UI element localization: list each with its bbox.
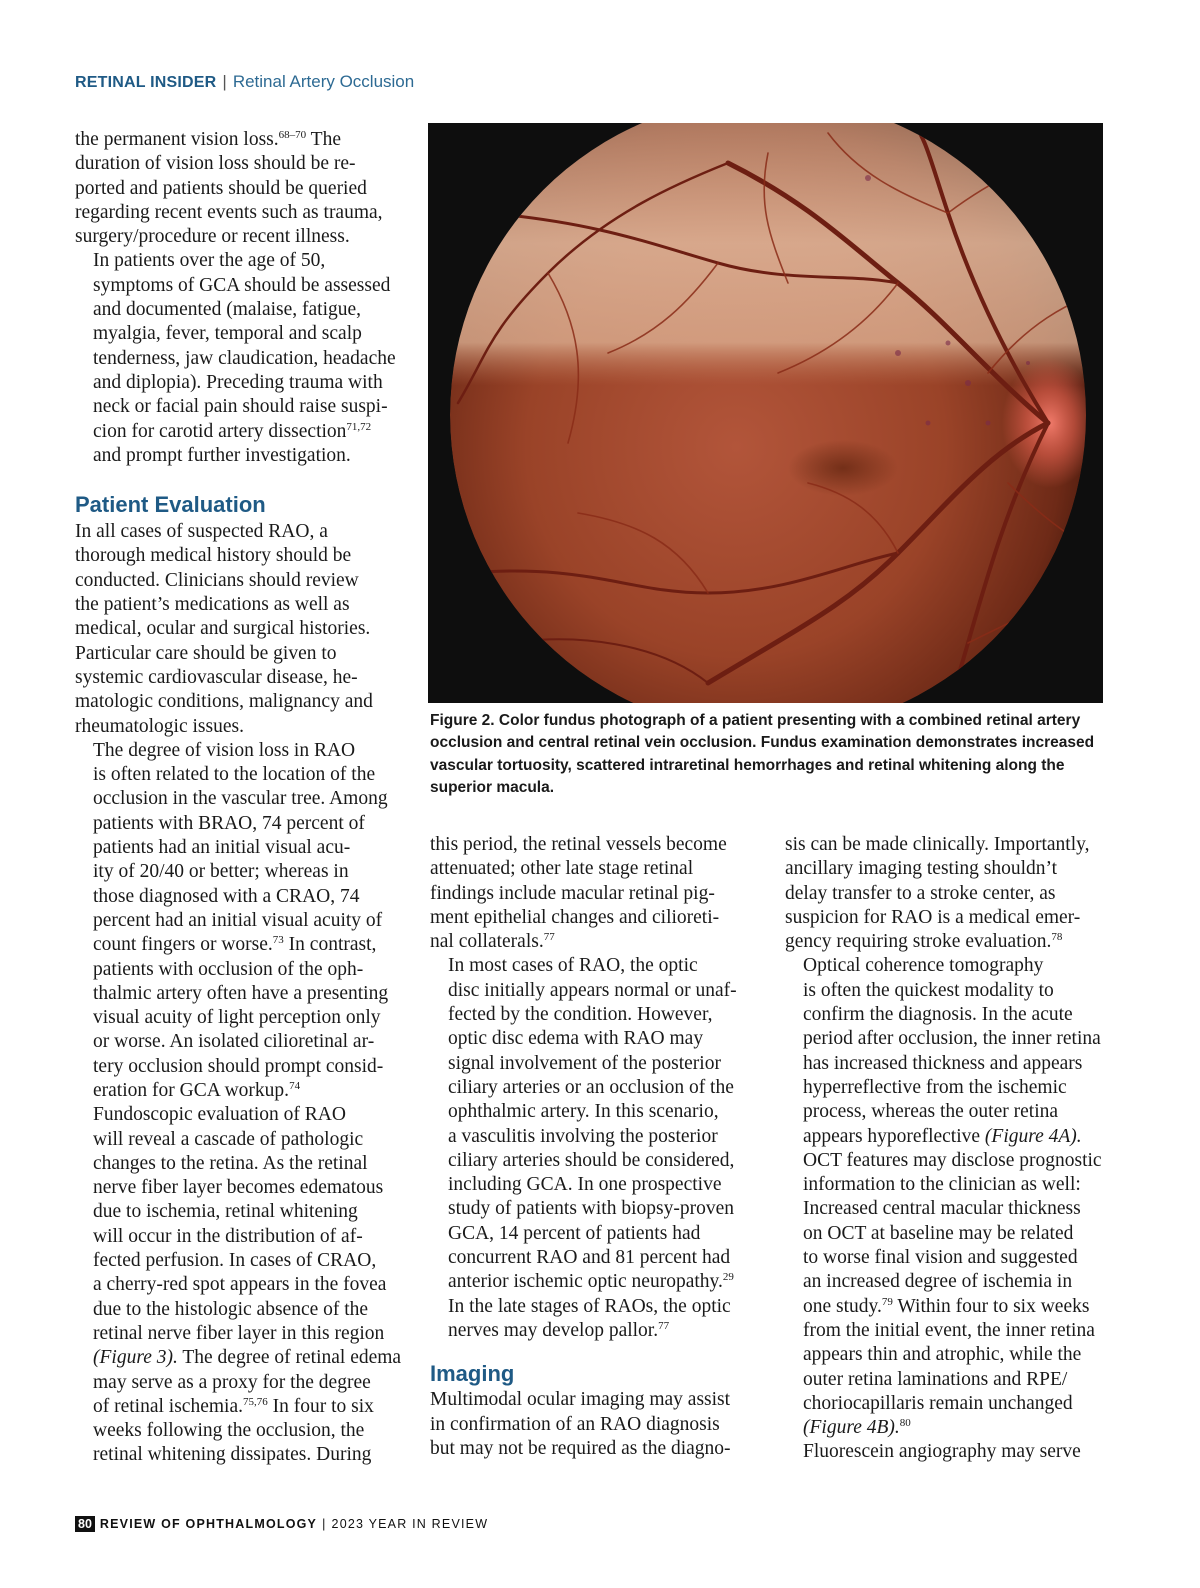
paragraph: Fluorescein angiography may serve (803, 1441, 1081, 1463)
citation: 68–70 (278, 129, 307, 141)
subheading-imaging: Imaging (430, 1361, 515, 1387)
paragraph: Multimodal ocular imaging may assist in confirmation of an RAO diagnosis but may not be required as the diagno- (430, 1389, 731, 1459)
paragraph: Optical coherence tomography is often the quickest modality to confirm the diagnosis. In the acute period after occlusion, the inner retina has increased thickness and appears hyperreflective from the ischemic process, whereas the outer retina appears hyporeflective (Figure 4A). OCT features may disclose prognostic information to the clinician as well: Increased central macular thickness on OCT at baseline may be related to worse final vision and suggested an increased degree of ischemia in one study.$^{79}$ Within four to six weeks from the initial event, the inner retina appears thin and atrophic, while the outer retina laminations and RPE/ choriocapillaris remain unchanged (Figure 4B).$^{80}$ (803, 955, 1102, 1439)
citation: 75,76 (242, 1395, 268, 1408)
paragraph: Fundoscopic evaluation of RAO will reveal a cascade of pathologic changes to the retina. As the retinal nerve fiber layer becomes edematous due to ischemia, retinal whitening will occur in the distribution of af- fected perfusion. In cases of CRAO, a cherry-red spot appears in the fovea due to the histologic absence of the retinal nerve fiber layer in this region (Figure 3). The degree of retinal edema may serve as a proxy for the degree of retinal ischemia.$^{75,76}$ In four to six weeks following the occlusion, the retinal whitening dissipates. During (93, 1104, 402, 1466)
article-topic: Retinal Artery Occlusion (232, 72, 415, 91)
fundus-photograph (428, 123, 1103, 703)
citation: 78 (1051, 931, 1063, 944)
citation: 29 (722, 1271, 734, 1284)
citation: 73 (272, 934, 284, 947)
citation: 79 (881, 1295, 893, 1308)
paragraph: In patients over the age of 50, symptoms of GCA should be assessed and documented (malaise, fatigue, myalgia, fever, temporal and scalp tenderness, jaw claudication, headache and diplopia). Preceding trauma with neck or facial pain should raise suspi- cion for carotid artery dissection$^{71,72}$ and prompt further investigation. (93, 250, 396, 466)
issue-name: 2023 YEAR IN REVIEW (331, 1517, 489, 1531)
citation: 77 (658, 1319, 670, 1332)
running-head (75, 72, 414, 92)
footer-separator: | (322, 1517, 327, 1531)
subheading-patient-evaluation: Patient Evaluation (75, 492, 266, 518)
column-1 (75, 128, 405, 1468)
paragraph: this period, the retinal vessels become attenuated; other late stage retinal findings include macular retinal pig- ment epithelial changes and cilioreti- nal collaterals.$^{77}$ (430, 834, 727, 953)
citation: 74 (289, 1079, 301, 1092)
paragraph: The degree of vision loss in RAO is often related to the location of the occlusion in the vascular tree. Among patients with BRAO, 74 percent of patients had an initial visual acu- ity of 20/40 or better; whereas in those diagnosed with a CRAO, 74 percent had an initial visual acuity of count fingers or worse.$^{73}$ In contrast, patients with occlusion of the oph- thalmic artery often have a presenting visual acuity of light perception only or worse. An isolated cilioretinal ar- tery occlusion should prompt consid- eration for GCA workup.$^{74}$ (93, 739, 389, 1101)
paragraph: sis can be made clinically. Importantly, ancillary imaging testing shouldn’t delay transfer to a stroke center, as suspicion for RAO is a medical emer- gency requiring stroke evaluation.$^{78}$ (785, 834, 1090, 953)
paragraph: In all cases of suspected RAO, a thorough medical history should be conducted. Clinicians should review the patient’s medications as well as medical, ocular and surgical histories. Particular care should be given to systemic cardiovascular disease, he- matologic conditions, malignancy and rheumatologic issues. (75, 521, 373, 737)
fundus-image (428, 123, 1103, 703)
page-number: 80 (75, 1516, 95, 1532)
figure-caption: Figure 2. Color fundus photograph of a patient presenting with a combined retinal artery occlusion and central retinal vein occlusion. Fundus examination demonstrates increased vascular tortuosity, scattered intraretinal hemorrhages and retinal whitening along the superior macula. (430, 712, 1095, 796)
header-separator: | (222, 72, 227, 91)
figure-reference: (Figure 4B). (803, 1417, 900, 1439)
citation: 80 (899, 1417, 911, 1430)
page-footer (75, 1516, 488, 1532)
figure-reference: (Figure 3). (93, 1347, 178, 1369)
paragraph: the permanent vision loss.$^{68-70}$ The duration of vision loss should be re- ported and patients should be queried regarding recent events such as trauma, surgery/procedure or recent illness. (75, 129, 383, 248)
citation: 71,72 (346, 420, 372, 433)
figure-reference: (Figure 4A). (984, 1125, 1082, 1147)
paragraph: In most cases of RAO, the optic disc initially appears normal or unaf- fected by the condition. However, optic disc edema with RAO may signal involvement of the posterior ciliary arteries or an occlusion of the ophthalmic artery. In this scenario, a vasculitis involving the posterior ciliary arteries should be considered, including GCA. In one prospective study of patients with biopsy-proven GCA, 14 percent of patients had concurrent RAO and 81 percent had anterior ischemic optic neuropathy.$^{29}$ In the late stages of RAOs, the optic nerves may develop pallor.$^{77}$ (448, 955, 737, 1341)
citation: 77 (543, 931, 555, 944)
column-2 (430, 833, 760, 1461)
column-3 (785, 833, 1115, 1465)
publication-name: REVIEW OF OPHTHALMOLOGY (99, 1517, 318, 1531)
section-name: RETINAL INSIDER (75, 74, 217, 91)
